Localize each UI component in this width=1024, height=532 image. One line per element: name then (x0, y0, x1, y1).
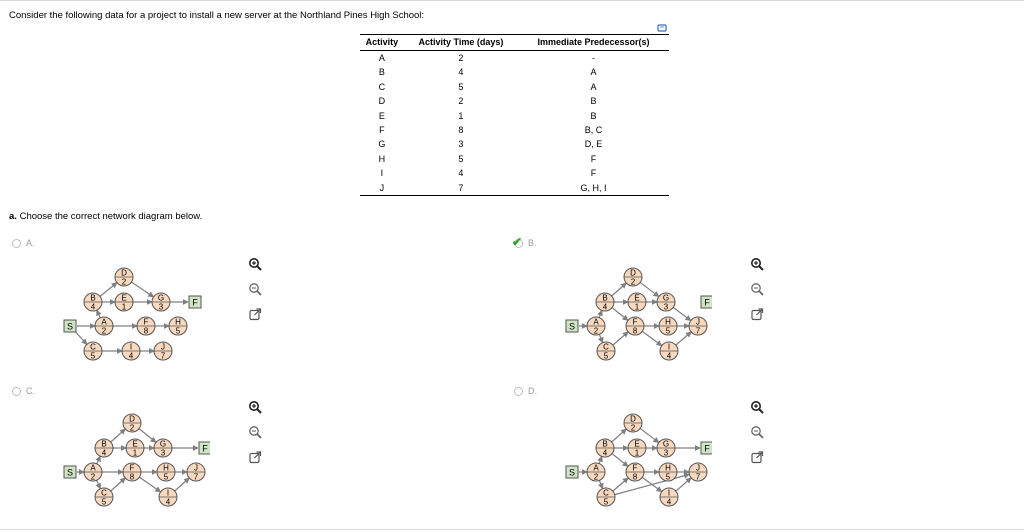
node-f (123, 463, 141, 482)
document-icon[interactable] (657, 23, 667, 33)
svg-text:4: 4 (101, 448, 107, 458)
option-b[interactable] (512, 234, 537, 249)
cell-predecessor: G, H, I (518, 181, 669, 196)
header-activity-time: Activity Time (days) (404, 35, 518, 51)
svg-text:S: S (66, 321, 74, 332)
svg-text:3: 3 (158, 302, 164, 312)
cell-activity: G (378, 139, 386, 150)
svg-text:8: 8 (143, 326, 149, 336)
cell-time: 1 (458, 110, 464, 121)
table-row (360, 94, 669, 108)
zoom-in-icon[interactable] (248, 257, 262, 271)
node-e (628, 439, 646, 458)
node-d (624, 268, 642, 287)
svg-text:4: 4 (90, 302, 96, 312)
node-c (95, 488, 113, 507)
arrow-d-g (640, 282, 659, 296)
node-a (84, 463, 102, 482)
zoom-out-icon[interactable] (248, 282, 262, 296)
arrow-a-b (97, 456, 101, 464)
svg-text:1: 1 (132, 448, 138, 458)
node-b (596, 293, 614, 312)
svg-text:A: A (593, 463, 599, 473)
header-predecessors: Immediate Predecessor(s) (518, 35, 669, 51)
svg-text:8: 8 (632, 472, 638, 482)
toolbar-d (750, 400, 764, 475)
start-box (566, 466, 578, 478)
finish-box (701, 296, 712, 308)
table-row (360, 65, 669, 79)
radio-button-c[interactable] (12, 387, 21, 396)
svg-text:8: 8 (632, 326, 638, 336)
svg-text:5: 5 (90, 351, 96, 361)
svg-text:B: B (602, 293, 608, 303)
option-d-label: D. (528, 386, 537, 396)
table-row (360, 137, 669, 151)
svg-text:2: 2 (101, 326, 107, 336)
arrow-c-f (111, 478, 126, 491)
cell-predecessor: B (590, 110, 597, 121)
svg-text:I: I (667, 342, 671, 352)
svg-text:3: 3 (663, 302, 669, 312)
svg-text:4: 4 (165, 497, 171, 507)
node-g (154, 439, 172, 458)
node-a (587, 463, 605, 482)
part-a-label: a. (9, 211, 17, 222)
svg-text:5: 5 (175, 326, 181, 336)
cell-activity: H (378, 153, 386, 164)
svg-text:F: F (704, 297, 710, 308)
zoom-in-icon[interactable] (750, 257, 764, 271)
svg-text:F: F (129, 463, 135, 473)
arrow-b-d (100, 283, 117, 297)
finish-box (189, 296, 201, 308)
network-diagram-d (562, 408, 712, 513)
option-a-label: A. (26, 238, 35, 248)
svg-text:F: F (704, 443, 710, 454)
svg-text:3: 3 (160, 448, 166, 458)
svg-text:4: 4 (128, 351, 134, 361)
arrow-a-b (97, 310, 101, 318)
arrow-f-i (139, 477, 160, 492)
svg-text:I: I (667, 488, 671, 498)
start-box (64, 466, 76, 478)
cell-predecessor: A (590, 67, 597, 78)
svg-text:2: 2 (90, 472, 96, 482)
cell-time: 4 (458, 67, 464, 78)
node-b (596, 439, 614, 458)
svg-text:C: C (603, 488, 609, 498)
header-activity: Activity (360, 35, 404, 51)
cell-activity: D (378, 96, 386, 107)
svg-text:4: 4 (666, 351, 672, 361)
svg-text:5: 5 (665, 472, 671, 482)
node-f (626, 463, 644, 482)
svg-text:B: B (101, 439, 107, 449)
arrow-i-j (676, 478, 691, 491)
arrow-b-f (612, 454, 628, 467)
zoom-in-icon[interactable] (750, 400, 764, 414)
svg-text:S: S (568, 467, 576, 478)
node-i (660, 342, 678, 361)
svg-text:J: J (161, 342, 165, 352)
node-h (157, 463, 175, 482)
node-h (169, 317, 187, 336)
svg-text:D: D (630, 414, 636, 424)
network-diagram-a (60, 262, 210, 367)
svg-text:8: 8 (129, 472, 135, 482)
network-diagram-b (562, 262, 712, 367)
cell-time: 7 (404, 181, 518, 196)
option-d[interactable] (514, 386, 537, 396)
radio-button-a[interactable] (12, 239, 21, 248)
toolbar-b (750, 257, 764, 332)
node-f (137, 317, 155, 336)
open-new-window-icon[interactable] (750, 450, 764, 464)
svg-text:H: H (665, 317, 671, 327)
top-divider (0, 0, 1024, 1)
svg-text:F: F (202, 443, 208, 454)
node-b (84, 293, 102, 312)
svg-text:2: 2 (129, 423, 135, 433)
svg-text:J: J (696, 317, 700, 327)
svg-text:1: 1 (634, 448, 640, 458)
node-d (123, 414, 141, 433)
svg-text:7: 7 (695, 472, 701, 482)
svg-text:I: I (129, 342, 133, 352)
svg-text:C: C (101, 488, 107, 498)
node-j (154, 342, 172, 361)
node-e (126, 439, 144, 458)
node-f (626, 317, 644, 336)
arrow-b-f (612, 308, 628, 321)
svg-text:G: G (159, 439, 167, 449)
node-e (115, 293, 133, 312)
start-box (566, 320, 578, 332)
svg-text:D: D (129, 414, 135, 424)
svg-text:7: 7 (193, 472, 199, 482)
svg-text:D: D (121, 268, 127, 278)
cell-predecessor: D, E (584, 139, 603, 150)
cell-predecessor: - (592, 53, 596, 63)
arrow-d-g (139, 429, 156, 443)
svg-text:4: 4 (602, 448, 608, 458)
svg-text:F: F (632, 463, 638, 473)
bottom-divider (0, 529, 1024, 530)
svg-text:E: E (132, 439, 138, 449)
node-c (597, 488, 615, 507)
open-new-window-icon[interactable] (248, 450, 262, 464)
node-e (628, 293, 646, 312)
svg-text:2: 2 (121, 277, 127, 287)
arrow-b-d (612, 283, 627, 296)
cell-activity: J (360, 181, 404, 196)
check-icon: ✔ (512, 234, 523, 249)
svg-text:2: 2 (630, 277, 636, 287)
svg-text:3: 3 (663, 448, 669, 458)
svg-text:E: E (121, 293, 127, 303)
zoom-in-icon[interactable] (248, 400, 262, 414)
svg-text:J: J (696, 463, 700, 473)
svg-text:5: 5 (101, 497, 107, 507)
arrow-s-c (75, 331, 87, 344)
cell-activity: B (378, 67, 385, 78)
svg-text:5: 5 (603, 351, 609, 361)
node-g (657, 439, 675, 458)
cell-activity: C (378, 81, 386, 92)
svg-text:G: G (662, 293, 670, 303)
svg-text:1: 1 (121, 302, 127, 312)
table-row (360, 123, 669, 137)
toolbar-a (248, 257, 262, 332)
svg-text:D: D (630, 268, 636, 278)
arrow-c-j (615, 474, 690, 494)
open-new-window-icon[interactable] (248, 307, 262, 321)
svg-text:C: C (603, 342, 609, 352)
svg-text:S: S (568, 321, 576, 332)
svg-text:H: H (175, 317, 181, 327)
activity-table (360, 34, 669, 196)
cell-predecessor: A (590, 81, 597, 92)
svg-text:C: C (90, 342, 96, 352)
cell-activity: F (379, 125, 385, 136)
cell-predecessor: F (590, 168, 597, 179)
option-a[interactable] (12, 238, 35, 248)
node-b (95, 439, 113, 458)
arrow-b-d (612, 429, 627, 442)
table-row (360, 181, 669, 196)
network-diagram-c (60, 408, 210, 513)
svg-text:J: J (194, 463, 198, 473)
node-c (84, 342, 102, 361)
svg-text:5: 5 (665, 326, 671, 336)
node-g (657, 293, 675, 312)
svg-text:2: 2 (630, 423, 636, 433)
svg-text:B: B (90, 293, 96, 303)
svg-text:S: S (66, 467, 74, 478)
cell-activity: E (378, 110, 385, 121)
node-i (122, 342, 140, 361)
table-row (360, 80, 669, 94)
arrow-d-g (640, 428, 659, 442)
node-j (689, 463, 707, 482)
table-row (360, 109, 669, 123)
arrow-i-j (676, 332, 691, 345)
zoom-out-icon[interactable] (750, 425, 764, 439)
svg-text:H: H (665, 463, 671, 473)
node-j (187, 463, 205, 482)
svg-text:4: 4 (602, 302, 608, 312)
svg-text:5: 5 (603, 497, 609, 507)
svg-text:2: 2 (593, 326, 599, 336)
arrow-i-j (175, 478, 190, 491)
node-i (660, 488, 678, 507)
arrow-d-g (131, 282, 153, 297)
cell-time: 5 (458, 153, 464, 164)
svg-text:A: A (101, 317, 107, 327)
svg-text:B: B (602, 439, 608, 449)
cell-activity: A (378, 53, 385, 63)
radio-button-b[interactable] (512, 234, 523, 249)
zoom-out-icon[interactable] (750, 282, 764, 296)
svg-text:F: F (143, 317, 149, 327)
arrow-a-c (599, 480, 602, 488)
option-c-label: C. (26, 386, 35, 396)
cell-time: 2 (458, 96, 464, 107)
node-h (659, 463, 677, 482)
finish-box (701, 442, 712, 454)
cell-time: 3 (458, 139, 464, 150)
svg-text:H: H (163, 463, 169, 473)
svg-text:E: E (634, 293, 640, 303)
cell-predecessor: B (590, 96, 597, 107)
option-c[interactable] (12, 386, 35, 396)
node-j (689, 317, 707, 336)
svg-text:4: 4 (666, 497, 672, 507)
svg-text:F: F (632, 317, 638, 327)
arrow-b-d (111, 429, 126, 442)
svg-text:G: G (157, 293, 165, 303)
node-i (159, 488, 177, 507)
node-d (115, 268, 133, 287)
svg-text:F: F (192, 297, 198, 308)
svg-text:7: 7 (695, 326, 701, 336)
svg-text:I: I (166, 488, 170, 498)
finish-box (199, 442, 210, 454)
node-g (152, 293, 170, 312)
svg-text:A: A (90, 463, 96, 473)
node-d (624, 414, 642, 433)
svg-text:7: 7 (160, 351, 166, 361)
arrow-f-i (642, 331, 661, 345)
cell-predecessor: F (590, 153, 597, 164)
arrow-g-j (673, 307, 691, 320)
arrow-a-c (97, 480, 101, 489)
cell-time: 8 (458, 125, 464, 136)
node-h (659, 317, 677, 336)
cell-time: 5 (458, 81, 464, 92)
cell-predecessor: B, C (584, 125, 603, 136)
arrow-a-b (599, 310, 602, 317)
svg-text:E: E (634, 439, 640, 449)
radio-button-d[interactable] (514, 387, 523, 396)
svg-text:G: G (662, 439, 670, 449)
table-row (360, 166, 669, 180)
node-a (95, 317, 113, 336)
cell-time: 2 (458, 53, 464, 63)
toolbar-c (248, 400, 262, 475)
svg-text:A: A (593, 317, 599, 327)
zoom-out-icon[interactable] (248, 425, 262, 439)
cell-activity: I (380, 168, 384, 179)
start-box (64, 320, 76, 332)
arrow-a-c (599, 334, 602, 342)
question-text: Consider the following data for a project to install a new server at the Northland Pines High School: (9, 10, 425, 21)
arrow-a-b (599, 456, 602, 463)
node-c (597, 342, 615, 361)
part-a-prompt (9, 211, 202, 222)
table-row (360, 51, 669, 66)
arrow-c-f (613, 332, 628, 345)
part-a-text: Choose the correct network diagram below. (19, 211, 203, 222)
table-row (360, 152, 669, 166)
svg-text:2: 2 (593, 472, 599, 482)
arrow-c-f (613, 478, 628, 491)
option-b-label: B. (528, 238, 537, 248)
svg-text:1: 1 (634, 302, 640, 312)
open-new-window-icon[interactable] (750, 307, 764, 321)
cell-time: 4 (458, 168, 464, 179)
node-a (587, 317, 605, 336)
svg-text:5: 5 (163, 472, 169, 482)
